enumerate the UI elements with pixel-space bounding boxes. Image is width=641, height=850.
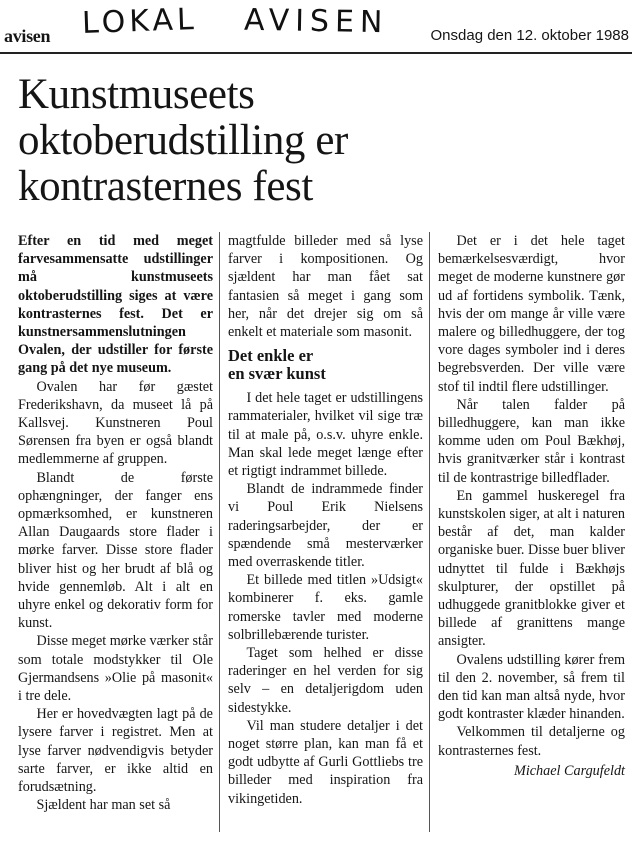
column-divider [429,232,430,832]
article-paragraph: Disse meget mørke værker står som totale modstykker til Ole Gjermandsens »Olie på masonit« i tre dele. [18,633,213,705]
masthead-rule [0,52,632,54]
article-paragraph: Blandt de indrammede finder vi Poul Erik Nielsens raderingsarbejder, der er spændende små mesterværker med overraskende titler. [228,481,423,571]
subheading-line: en svær kunst [228,364,326,384]
article-headline [18,72,618,210]
article-byline: Michael Cargufeldt [514,762,625,779]
headline-line: Kunstmuseets [18,71,255,118]
newspaper-name: avisen [4,26,51,46]
subheading-line: Det enkle er [228,346,314,366]
issue-date: Onsdag den 12. oktober 1988 [430,27,629,44]
article-paragraph: Velkommen til detaljerne og kontrasternes fest. [438,724,625,759]
article-column-3 [438,232,625,780]
article-paragraph: Her er hovedvægten lagt på de lysere farver i registret. Men at lyse farver nødvendigvis betyder sarte farver, er ikke altid en forudsætning. [18,706,213,796]
article-lead: Efter en tid med meget farvesammensatte udstillinger må kunstmuseets oktoberudstilling siges at være kontrasternes fest. Det er kunstnersammenslutningen Ovalen, der udstiller for første gang på det nye museum. [18,233,213,377]
article-paragraph: Et billede med titlen »Udsigt« kombinerer f. eks. gamle romerske tavler med moderne solbrillebærende turister. [228,572,423,643]
article-paragraph: Det er i det hele taget bemærkelsesværdigt, hvor meget de moderne kunstnere gør ud af fortidens symbolik. Tænk, hvis der om mange år ville være malere og billedhuggere, der tog vore dages symboler ind i deres begrebsverden. Der ville være stof til indtil flere udstillinger. [438,233,625,395]
article-column-2 [228,232,423,808]
article-paragraph: Sjældent har man set så [36,797,171,814]
handwritten-note-avisen: AVISEN [243,2,389,41]
article-paragraph: Blandt de første ophængninger, der fanger ens opmærksomhed, er kunstneren Allan Daugaards store flader i mørke farver. Disse store flader bliver hist og her brudt af blå og hvide gennemløb. Alt i alt en uhyre enkel og dekorativ form for kunst. [18,469,213,632]
article-paragraph: Når talen falder på billedhuggere, kan man ikke komme uden om Poul Bækhøj, hvis granitværker står i kontrast til de kontrastrige billedflader. [438,396,625,486]
article-paragraph: En gammel huskeregel fra kunstskolen siger, at alt i naturen består af det, man kalder organiske buer. Disse buer bliver udnyttet til fulde i Bækhøjs skulpturer, der opstillet på udhuggede granitblokke giver et billede af granittens mange ansigter. [438,487,625,650]
headline-line: kontrasternes fest [18,163,313,210]
article-paragraph: I det hele taget er udstillingens rammaterialer, hvilket vil sige træ til at male på, o.s.v. uhyre enkle. Man skal lede meget længe efter et rigtigt indrammet billede. [228,390,423,480]
headline-line: oktoberudstilling er [18,117,348,164]
handwritten-note-lokal: LOKAL [81,1,199,42]
article-paragraph: Ovalen har før gæstet Frederikshavn, da museet lå på Kallsvej. Kunstneren Poul Sørensen fra byen er også blandt medlemmerne af gruppen. [18,378,213,468]
masthead [0,0,641,52]
article-paragraph: magtfulde billeder med så lyse farver i kompositionen. Og sjældent har man fået sat fantasien så meget i gang som her, når det drejer sig om så enkelt et materiale som masonit. [228,233,423,341]
article-paragraph: Vil man studere detaljer i det noget større plan, kan man få et godt udbytte af Gurli Gottliebs tre billeder med inspiration fra vikingetiden. [228,717,423,807]
article-paragraph: Ovalens udstilling kører frem til den 2. november, så frem til den tid kan man altså nyde, hvor godt kontraster klæder hinanden. [438,651,625,723]
article-subheading [228,347,423,383]
column-divider [219,232,220,832]
article-paragraph: Taget som helhed er disse raderinger en hel verden for sig selv – en detaljerigdom uden sidestykke. [228,645,423,716]
article-column-1 [18,232,213,815]
